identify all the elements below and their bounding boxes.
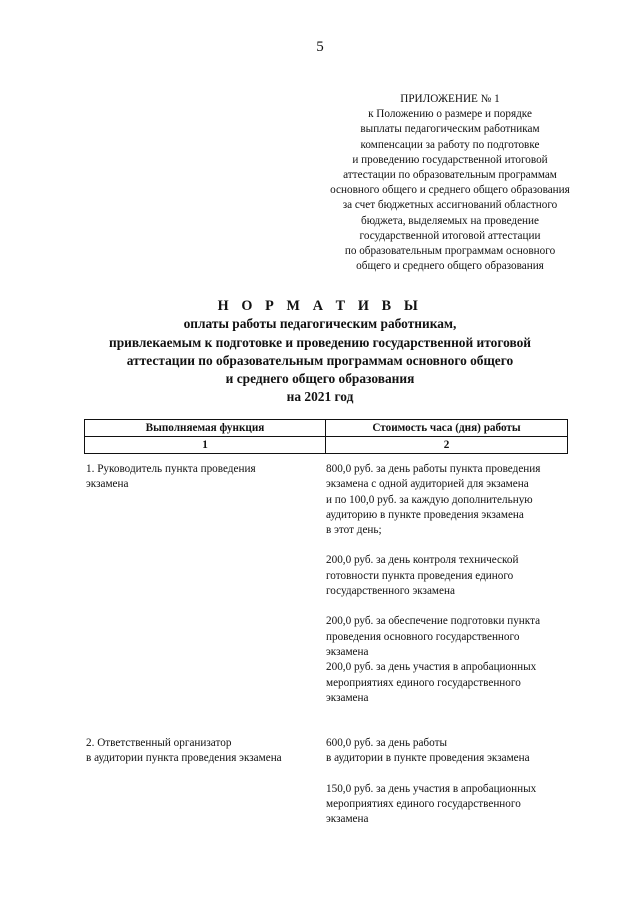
cost-paragraph: 800,0 руб. за день работы пункта проведения экзамена с одной аудиторией для экзамена и по 100,0 руб. за каждую дополнительную аудиторию в пункте проведения экзамена в этот день; <box>326 463 541 537</box>
appendix-line: основного общего и среднего общего образования <box>330 184 570 197</box>
title-line: и среднего общего образования <box>225 371 415 387</box>
table-row <box>86 462 586 706</box>
column-number-2: 2 <box>326 437 568 454</box>
cost-paragraph: 200,0 руб. за день контроля технической готовности пункта проведения единого государственного экзамена <box>326 554 519 598</box>
column-number-1: 1 <box>85 437 326 454</box>
table-row <box>86 736 586 827</box>
appendix-line: и проведению государственной итоговой <box>352 153 548 166</box>
cost-cell <box>326 462 586 706</box>
appendix-line: выплаты педагогическим работникам <box>360 123 540 136</box>
appendix-line: за счет бюджетных ассигнований областного <box>342 199 558 212</box>
column-header-cost: Стоимость часа (дня) работы <box>326 420 568 437</box>
title-line: привлекаемым к подготовке и проведению государственной итоговой <box>108 334 532 350</box>
cost-paragraph: 200,0 руб. за обеспечение подготовки пункта проведения основного государственного экзамена <box>326 615 541 658</box>
table-header-row <box>85 420 568 437</box>
title-line: аттестации по образовательным программам основного общего <box>126 352 514 368</box>
appendix-line: бюджета, выделяемых на проведение <box>361 214 539 227</box>
appendix-line: аттестации по образовательным программам <box>343 169 557 182</box>
table-number-row <box>85 437 568 454</box>
appendix-header <box>300 92 600 274</box>
cost-paragraph: 200,0 руб. за день участия в апробационных мероприятиях единого государственного экзамена <box>326 661 537 704</box>
page-number: 5 <box>316 39 324 55</box>
appendix-line: государственной итоговой аттестации <box>359 229 541 242</box>
title-line: оплаты работы педагогическим работникам, <box>183 316 457 332</box>
cost-paragraph: 150,0 руб. за день участия в апробационных мероприятиях единого государственного экзамена <box>326 782 537 826</box>
cost-cell <box>326 736 586 827</box>
function-cell: 1. Руководитель пункта проведения экзамена <box>86 463 256 491</box>
appendix-line: по образовательным программам основного <box>344 245 556 258</box>
appendix-line: ПРИЛОЖЕНИЕ № 1 <box>400 93 500 105</box>
appendix-line: к Положению о размере и порядке <box>368 108 532 121</box>
appendix-line: компенсации за работу по подготовке <box>360 138 540 151</box>
document-title <box>40 297 600 407</box>
appendix-line: общего и среднего общего образования <box>356 260 544 273</box>
title-line: на 2021 год <box>286 389 354 405</box>
norms-table-header <box>84 419 568 454</box>
title-heading: Н О Р М А Т И В Ы <box>217 298 423 314</box>
column-header-function: Выполняемая функция <box>85 420 326 437</box>
table-body <box>86 462 586 828</box>
norms-table <box>84 419 568 454</box>
cost-paragraph: 600,0 руб. за день работы в аудитории в пункте проведения экзамена <box>326 737 530 765</box>
function-cell: 2. Ответственный организатор в аудитории пункта проведения экзамена <box>86 737 282 765</box>
